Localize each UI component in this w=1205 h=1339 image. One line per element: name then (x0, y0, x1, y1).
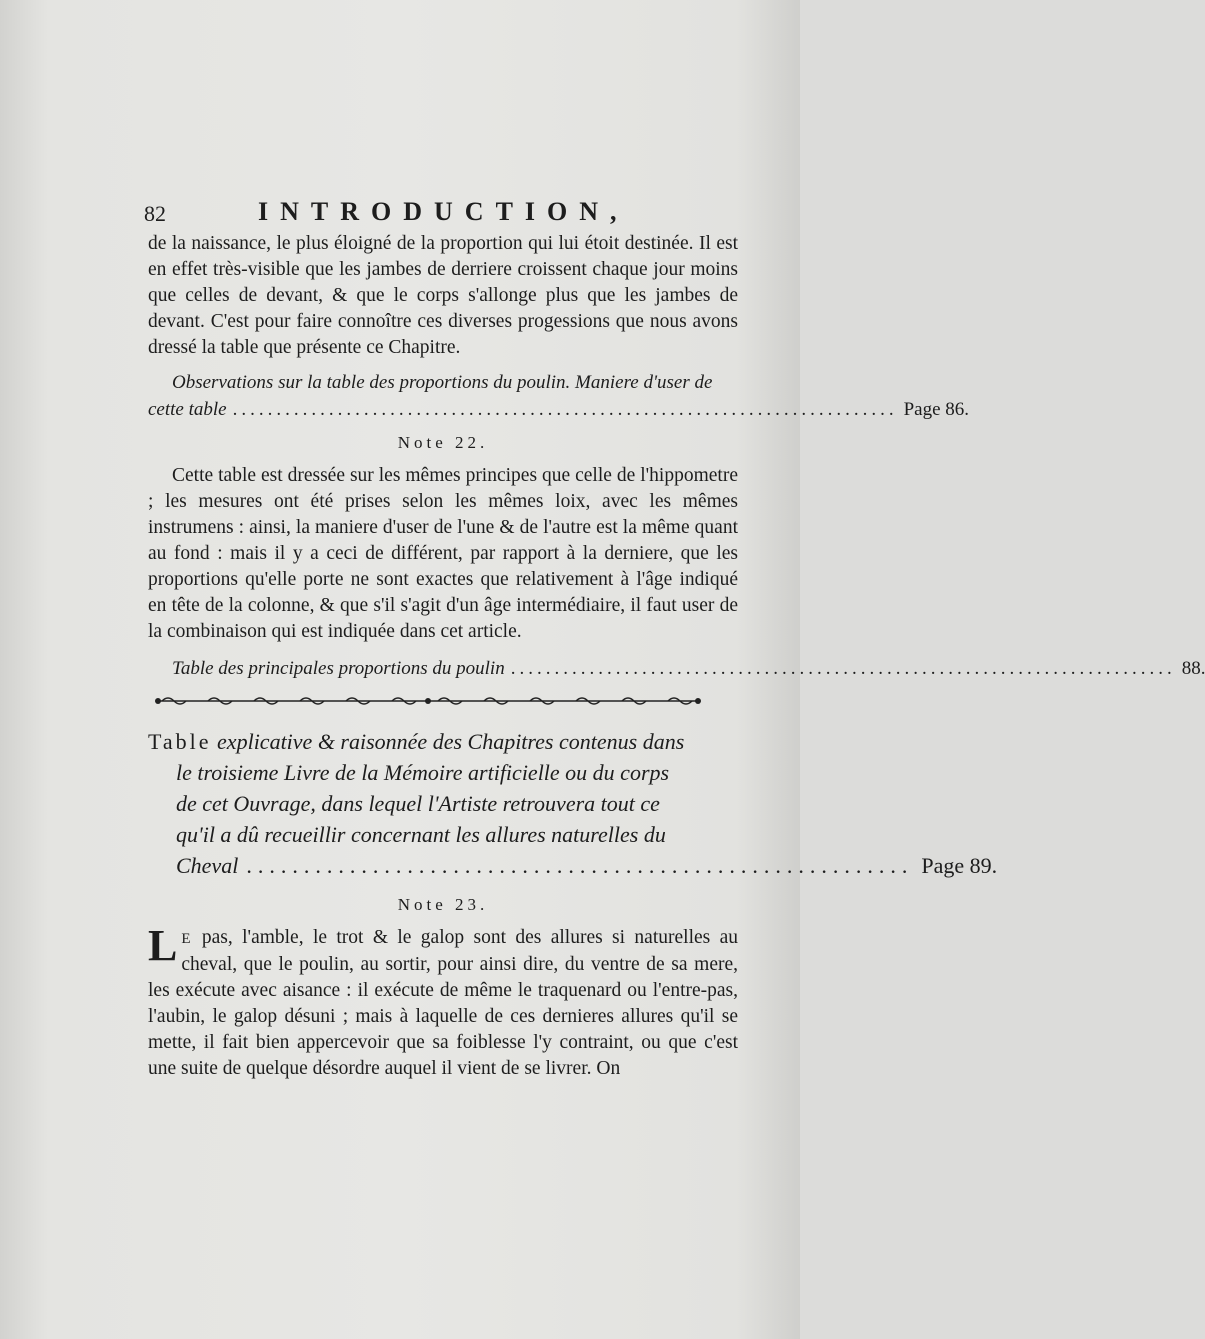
table-entry-line-2: le troisieme Livre de la Mémoire artificielle ou du corps (176, 760, 670, 785)
entry-2-page: 88. (1181, 658, 1205, 679)
paragraph-1: de la naissance, le plus éloigné de la proportion qui lui étoit destinée. Il est en effet très-visible que les jambes de derriere croissent chaque jour moins que celles de devant, & que le corps s'allonge plus que les jambes de devant. C'est pour faire connoître ces diverses progessions que nous avons dressé la table que présente ce Chapitre. (148, 233, 738, 358)
running-head (144, 195, 738, 229)
entry-2 (148, 655, 1205, 682)
table-entry (148, 726, 998, 881)
note-23-heading: Note 23. (397, 895, 489, 914)
running-title: INTRODUCTION, (258, 197, 629, 226)
entry-1-line-1: Observations sur la table des proportions du poulin. Maniere d'user de (172, 372, 713, 393)
table-entry-lead: Cheval (176, 853, 239, 878)
leader-dots: ............................................................................ (232, 399, 898, 420)
table-entry-line-1: explicative & raisonnée des Chapitres contenus dans (217, 729, 685, 754)
paragraph-3 (148, 921, 739, 1082)
note-22-heading: Note 22. (397, 433, 489, 452)
table-entry-line-4: qu'il a dû recueillir concernant les allures naturelles du (176, 822, 666, 847)
table-entry-first-word: Table (148, 729, 212, 754)
table-entry-line-3: de cet Ouvrage, dans lequel l'Artiste retrouvera tout ce (176, 791, 660, 816)
entry-1-lead: cette table (148, 399, 227, 420)
entry-1-line-2 (148, 396, 970, 423)
entry-2-lead: Table des principales proportions du poulin (172, 658, 505, 679)
ornamental-rule (148, 694, 738, 708)
page-number: 82 (144, 201, 166, 226)
entry-1-page: Page 86. (903, 399, 970, 420)
paragraph-3-text: pas, l'amble, le trot & le galop sont des allures si naturelles au cheval, que le poulin, au sortir, pour ainsi dire, du ventre de sa mere, les exécute avec aisance : il exécute de même le traquenard ou l'entre-pas, l'aubin, le galop désuni ; mais à laquelle de ces dernieres allures qu'il se mette, il fait bien appercevoir que sa foiblesse l'y contraint, ou que c'est une suite de quelque désordre auquel il vient de se livrer. On (148, 927, 739, 1079)
drop-cap-rest: E (181, 931, 193, 947)
ornament-icon (148, 694, 708, 708)
table-entry-line-5 (148, 850, 998, 881)
leader-dots: ............................................................................ (510, 658, 1176, 679)
table-entry-page: Page 89. (921, 853, 998, 878)
text-block (144, 195, 1205, 1082)
paragraph-2: Cette table est dressée sur les mêmes principes que celle de l'hippometre ; les mesures ont été prises selon les mêmes loix, avec les mêmes instrumens : ainsi, la maniere d'user de l'une & de l'autre est la même quant au fond : mais il y a ceci de différent, par rapport à la derniere, que les proportions qu'elle porte ne sont exactes que relativement à l'âge indiqué en tête de la colonne, & que s'il s'agit d'un âge intermédiaire, il faut user de la combinaison qui est indiquée dans cet article. (148, 465, 738, 642)
leader-dots: .......................................................... (246, 853, 914, 878)
drop-cap: L (148, 921, 178, 970)
